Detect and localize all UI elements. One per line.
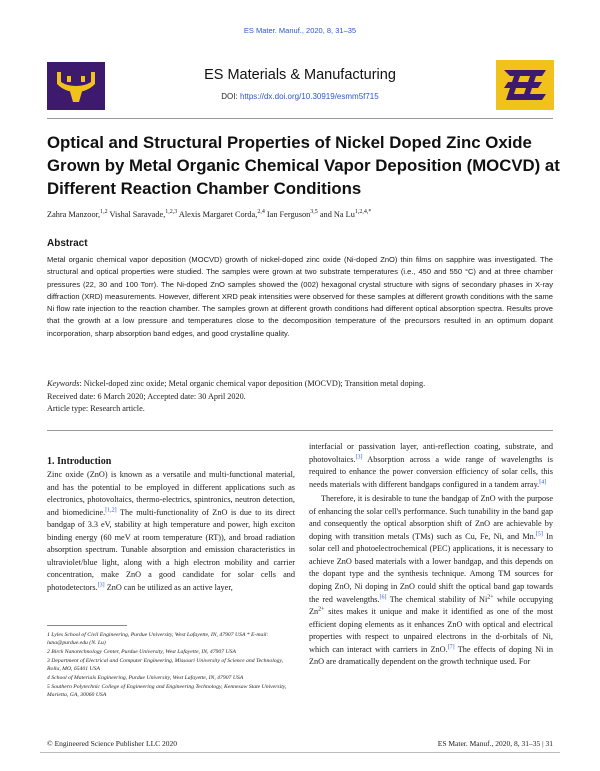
keywords-block [47,378,553,416]
affiliation: 3 Department of Electrical and Computer Engineering, Missouri University of Science and Technology, Rolla, MO, 65401 USA [47,657,284,673]
running-head: ES Mater. Manuf., 2020, 8, 31–35 [243,26,357,35]
footnote-divider [47,625,127,626]
citation-link[interactable]: [7] [447,644,455,650]
citation-link[interactable]: [1,2] [105,506,117,513]
right-column [309,441,553,669]
affiliation: 5 Southern Polytechnic College of Engineering and Engineering Technology, Kennesaw State University, Marietta, GA, 30060 USA [47,683,287,699]
author: Alexis Margaret Corda, [177,210,258,219]
affiliations [47,631,295,700]
author: Vishal Saravade, [107,210,166,219]
author-affiliation: 1,2,4,* [354,209,372,216]
abstract-text: Metal organic chemical vapor deposition (MOCVD) growth of nickel-doped zinc oxide (Ni-doped ZnO) thin films on sapphire was investigated. The structural and optical properties were studied. The samples were grown at two substrate temperatures (i.e., 450 and 550 °C) and at three chamber pressures (22, 30 and 100 Torr). The Ni-doped ZnO samples showed the (002) hexagonal crystal structure with signs of secondary phases in X-ray diffraction (XRD) measurements. However, different XRD peak intensities were observed for these samples at different growth conditions with the same Ni flow rate injection to the reaction chamber. The samples grown at different growth conditions had different optical absorption spectra. Results prove that the growth at a low pressure and temperatures close to the decomposition temperature of the precursors resulted in an optimum dopant incorporation, sharp absorption band edges, and good crystalline quality. [47,255,553,338]
article-title: Optical and Structural Properties of Nickel Doped Zinc Oxide Grown by Metal Organic Chemical Vapor Deposition (MOCVD) at Different Reaction Chamber Conditions [47,133,560,198]
citation-link[interactable]: [3] [97,582,105,589]
author-affiliation: 1,2 [100,209,108,216]
abstract-divider [47,430,553,431]
citation-link[interactable]: [6] [379,593,387,600]
intro-paragraph-1-continued: interfacial or passivation layer, anti-reflection coating, substrate, and photovoltaics.[3] Absorption across a wide range of wavelengths is required to enhance the power conversion efficiency of solar cells, this needs materials with different bandgaps configured in a tandem array.[4] [309,442,553,489]
author: and Na Lu [317,210,355,219]
affiliation: 2 Birck Nanotechnology Center, Purdue University, West Lafayette, IN, 47907 USA [47,649,236,656]
citation-link[interactable]: [3] [355,453,363,460]
affiliation: 4 School of Materials Engineering, Purdue University, West Lafayette, IN, 47907 USA [47,674,244,681]
keywords-label: Keywords [47,379,80,388]
footer-citation: ES Mater. Manuf., 2020, 8, 31–35 | 31 [437,739,553,748]
charge-superscript: 2+ [318,606,325,613]
abstract-heading: Abstract [47,238,88,249]
author: Zahra Manzoor, [47,210,101,219]
dates-line: Received date: 6 March 2020; Accepted date: 30 April 2020. [47,391,246,401]
footer-divider [40,752,560,753]
author-affiliation: 3,5 [310,209,318,216]
keywords-line [47,378,553,391]
intro-paragraph-1: Zinc oxide (ZnO) is known as a versatile and multi-functional material, and has the potential to be employed in different applications such as electronics, photovoltaics, thermo-electrics, spintronics, neutron detection, and biomedicine.[1,2] The multi-functionality of ZnO is due to its direct bandgap of 3.3 eV, stability at high temperature and power, high exciton binding energy (60 meV at room temperature (RT)), and broad radiation absorption spectrum. Tunable absorption and emission characteristics in ultraviolet/blue light, along with a high electron mobility and carrier concentration, make ZnO a good candidate for solar cells and photodetectors.[3] ZnO can be utilized as an active layer, [47,470,295,592]
doi-link[interactable]: https://dx.doi.org/10.30919/esmm5f715 [239,92,379,101]
doi-label: DOI: [221,92,240,101]
header-divider [47,118,553,119]
esmm-journal-logo-icon [496,60,554,110]
citation-link[interactable]: [4] [539,478,547,485]
left-column [47,455,295,594]
charge-superscript: 2+ [487,593,494,600]
footer-copyright: © Engineered Science Publisher LLC 2020 [47,739,178,748]
section-heading: 1. Introduction [47,456,112,467]
citation-link[interactable]: [5] [535,531,543,538]
affiliation: 1 Lyles School of Civil Engineering, Purdue University, West Lafayette, IN, 47907 USA * E-mail: luna@purdue.edu (N. Lu) [47,632,269,647]
article-type: Article type: Research article. [47,404,145,413]
author: Ian Ferguson [264,210,311,219]
author-affiliation: 1,2,3 [165,209,178,216]
intro-paragraph-2: Therefore, it is desirable to tune the bandgap of ZnO with the purpose of enhancing the solar cell's performance. Such tunability in the band gap and consequently the optical absorption shift of ZnO are achievable by doping with transition metals (TMs) such as Cu, Fe, Ni, and Mn.[5] In solar cell and photoelectrochemical (PEC) applications, it is necessary to achieve ZnO based materials with a lower bandgap, and this depends on the dopant type and the synthesis technique. Among TM sources for doping ZnO, Ni doping in ZnO could shift the optical band gap towards the red wavelengths.[6] The chemical stability of $Ni^{2+}$ while occupying $Zn^{2+}$ sites makes it unique and make it identified as one of the most efficient doping elements as it enhances ZnO with optical and electrical properties with respect to unpaired electrons in the d-orbitals of Ni, which can interact with carriers in ZnO.[7] The effects of doping Ni in ZnO are dramatically dependent on the growth technique used. For [309,494,553,667]
journal-name: ES Materials & Manufacturing [204,67,396,83]
author-affiliation: 2,4 [257,209,265,216]
author-list [47,210,557,219]
keywords-text: : Nickel-doped zinc oxide; Metal organic chemical vapor deposition (MOCVD); Transition metal doping. [79,379,426,388]
